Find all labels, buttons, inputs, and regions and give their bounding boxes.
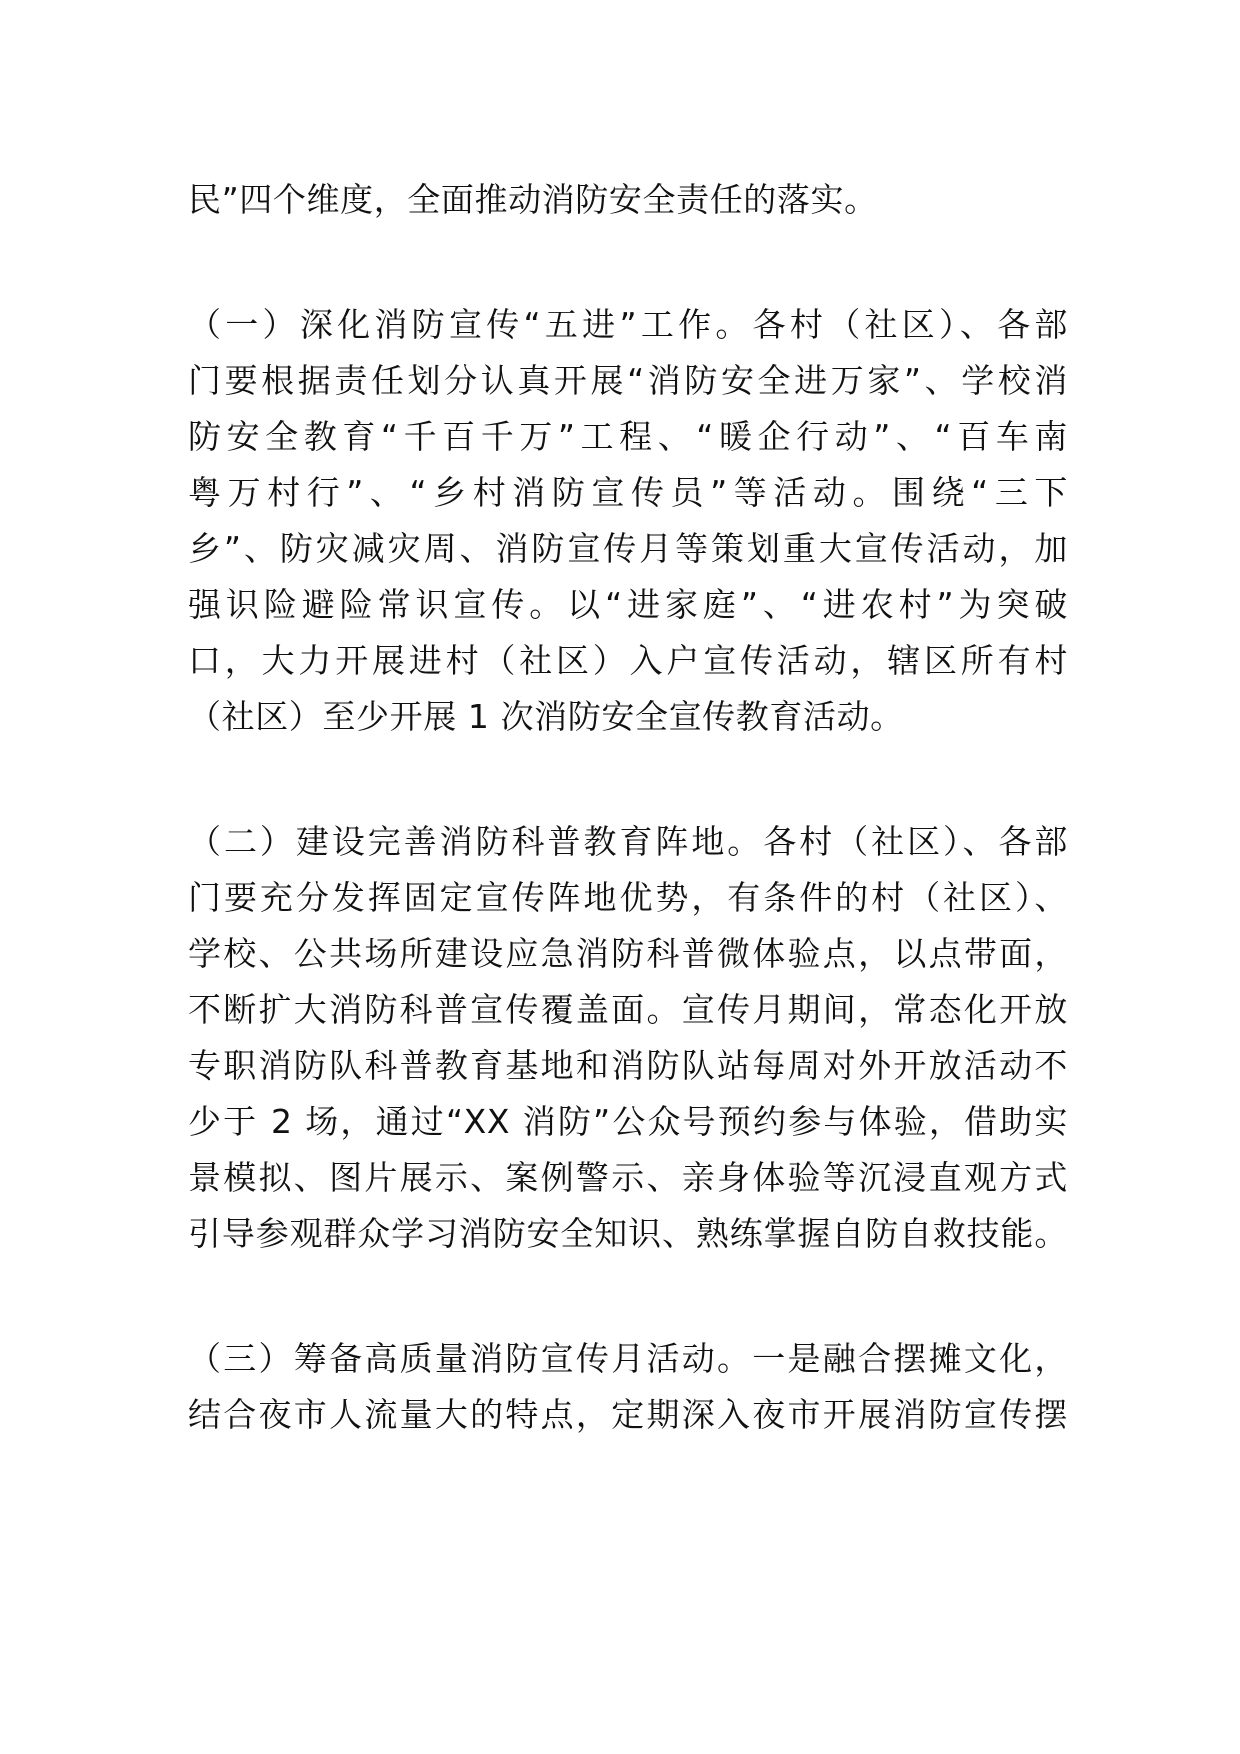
text-line: 防安全教育“千百千万”工程、“暖企行动”、“百车南 [188, 417, 1068, 456]
text-line: 不断扩大消防科普宣传覆盖面。宣传月期间，常态化开放 [188, 990, 1068, 1029]
text-line: （社区）至少开展 1 次消防安全宣传教育活动。 [188, 697, 904, 736]
text-line: 景模拟、图片展示、案例警示、亲身体验等沉浸直观方式 [188, 1158, 1068, 1197]
text-line: 少于 2 场，通过“XX 消防”公众号预约参与体验，借助实 [188, 1102, 1068, 1141]
text-line: 民”四个维度，全面推动消防安全责任的落实。 [188, 180, 878, 219]
text-line: 结合夜市人流量大的特点，定期深入夜市开展消防宣传摆 [188, 1395, 1068, 1434]
text-line: 粤万村行”、“乡村消防宣传员”等活动。围绕“三下 [188, 473, 1068, 512]
text-line: 引导参观群众学习消防安全知识、熟练掌握自防自救技能。 [188, 1214, 1068, 1253]
text-line: （一）深化消防宣传“五进”工作。各村（社区）、各部 [188, 305, 1068, 344]
text-line: （二）建设完善消防科普教育阵地。各村（社区）、各部 [188, 822, 1068, 861]
text-line: 学校、公共场所建设应急消防科普微体验点，以点带面， [188, 934, 1068, 973]
text-line: （三）筹备高质量消防宣传月活动。一是融合摆摊文化， [188, 1339, 1068, 1378]
text-line: 门要根据责任划分认真开展“消防安全进万家”、学校消 [188, 361, 1068, 400]
text-line: 强识险避险常识宣传。以“进家庭”、“进农村”为突破 [188, 585, 1068, 624]
text-line: 门要充分发挥固定宣传阵地优势，有条件的村（社区）、 [188, 878, 1068, 917]
text-line: 专职消防队科普教育基地和消防队站每周对外开放活动不 [188, 1046, 1068, 1085]
text-line: 乡”、防灾减灾周、消防宣传月等策划重大宣传活动，加 [188, 529, 1068, 568]
text-line: 口，大力开展进村（社区）入户宣传活动，辖区所有村 [188, 641, 1068, 680]
